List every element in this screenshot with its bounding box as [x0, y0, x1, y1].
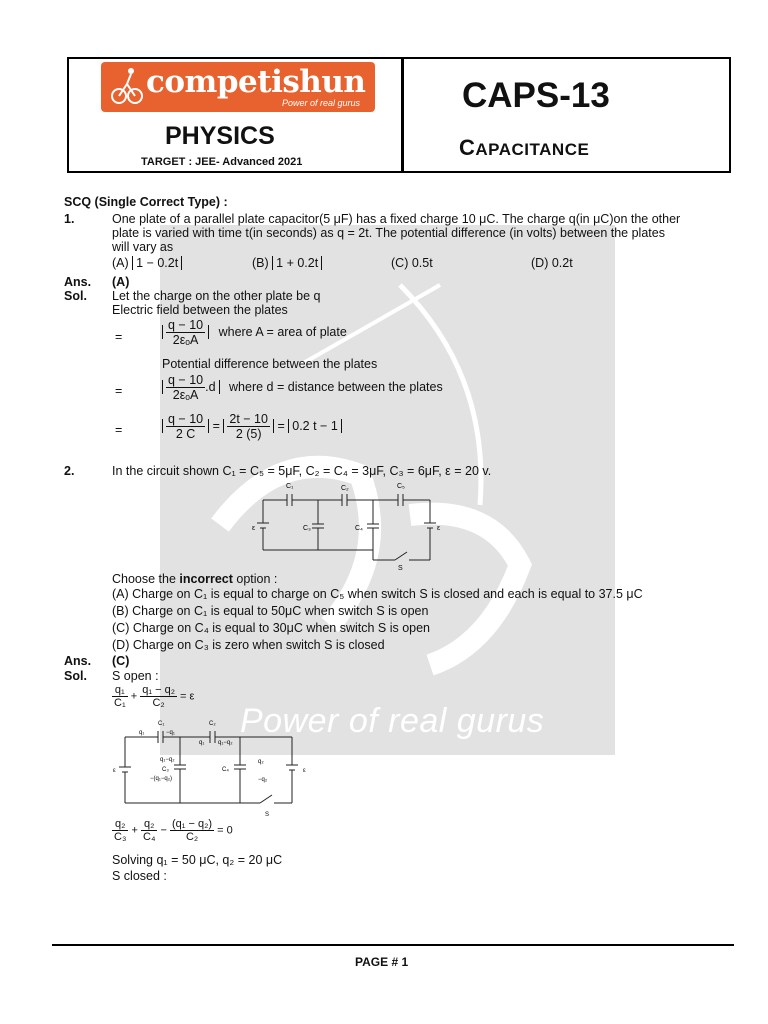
label-emf: ε — [437, 525, 441, 532]
q2-instruction: Choose the incorrect option : — [112, 572, 278, 586]
cyclist-logo-icon — [107, 64, 147, 110]
header-divider — [401, 57, 404, 173]
charge-label: q₁ — [139, 730, 145, 736]
charge-label: −(q₁−q₂) — [150, 776, 173, 782]
label-emf: ε — [113, 768, 116, 774]
label-emf: ε — [252, 525, 256, 532]
q2-option-a: (A) Charge on C₁ is equal to charge on C₅ when switch S is closed and each is equal to 37.5 μC — [112, 587, 643, 601]
q1-option-c: (C) 0.5t — [391, 256, 433, 270]
q2-option-d: (D) Charge on C₃ is zero when switch S is closed — [112, 638, 385, 652]
equals-sign: = — [115, 330, 123, 344]
q1-field-expression: $\frac{q - 10}{\text{2εₒA}}$ where A = area of plate — [162, 318, 347, 347]
label-emf: ε — [303, 768, 306, 774]
charge-label: q₁−q₂ — [160, 757, 175, 763]
q1-answer: (A) — [112, 275, 130, 289]
q1-sol-text: Electric field between the plates — [112, 303, 288, 317]
charge-label: q₂ — [258, 759, 264, 765]
q2-stem: In the circuit shown C₁ = C₅ = 5μF, C₂ = C₄ = 3μF, C₃ = 6μF, ε = 20 v. — [112, 464, 492, 478]
q2-equation-1: $\frac{\text{q₁}}{\text{C₁}}$ + $\frac{\text{q₁ − q₂}}{\text{C₂}}$ = ε — [114, 684, 195, 709]
page-number: PAGE # 1 — [355, 955, 409, 969]
subject-title: PHYSICS — [165, 122, 275, 150]
chapter-title: CAPACITANCE — [459, 135, 590, 160]
label-c1: C₁ — [286, 483, 294, 490]
label-c1: C₁ — [158, 721, 165, 727]
label-c5: C₅ — [397, 483, 405, 490]
q1-line: plate is varied with time t(in seconds) as q = 2t. The potential difference (in volts) between the plates — [112, 226, 665, 240]
label-c4: C₄ — [222, 767, 229, 773]
q2-option-c: (C) Charge on C₄ is equal to 30μC when switch S is open — [112, 621, 431, 635]
watermark-text: Power of real gurus — [240, 702, 545, 740]
equals-sign: = — [115, 423, 123, 437]
q2-number: 2. — [64, 464, 75, 478]
label-c3: C₃ — [303, 525, 311, 532]
q2-ans-label: Ans. — [64, 654, 92, 668]
q2-option-b: (B) Charge on C₁ is equal to 50μC when switch S is open — [112, 604, 429, 618]
q1-line: One plate of a parallel plate capacitor(5 μF) has a fixed charge 10 μC. The charge q(in μC)on the other — [112, 212, 681, 226]
q1-option-a: (A) 1 − 0.2t — [112, 256, 182, 270]
logo-tagline: Power of real gurus — [282, 98, 361, 108]
q2-sol-text: S closed : — [112, 869, 167, 883]
sheet-code: CAPS-13 — [462, 76, 610, 115]
q1-option-d: (D) 0.2t — [531, 256, 573, 270]
q1-sol-label: Sol. — [64, 289, 87, 303]
q1-line: will vary as — [112, 240, 174, 254]
q1-result-expression: $\frac{q - 10}{2 C}$ = $\frac{2t - 10}{2 (5)}$ = 0.2 t − 1 — [162, 412, 342, 441]
charge-label: −q₂ — [258, 777, 268, 783]
circuit-diagram-2 — [110, 715, 320, 820]
q2-sol-text: S open : — [112, 669, 159, 683]
label-c2: C₂ — [209, 721, 216, 727]
label-c4: C₄ — [355, 525, 363, 532]
q1-sol-text: Potential difference between the plates — [162, 357, 378, 371]
q1-potential-expression: $\frac{q - 10}{\text{2εₒA}}$ .d where d = distance between the plates — [162, 373, 443, 402]
label-c2: C₂ — [341, 485, 349, 492]
section-title: SCQ (Single Correct Type) : — [64, 195, 228, 209]
logo-text: competishun — [146, 64, 366, 100]
q2-sol-label: Sol. — [64, 669, 87, 683]
label-switch: S — [265, 812, 270, 818]
charge-label: −q₁ — [166, 730, 175, 736]
q2-sol-text: Solving q₁ = 50 μC, q₂ = 20 μC — [112, 853, 283, 867]
equals-sign: = — [115, 384, 123, 398]
q2-answer: (C) — [112, 654, 130, 668]
q2-equation-2: $\frac{\text{q₂}}{\text{C₃}}$ + $\frac{\text{q₂}}{\text{C₄}}$ − $\frac{\text{(q₁ − q₂)}}{\text{C₂}}$ = 0 — [114, 818, 233, 843]
target-label: TARGET : JEE- Advanced 2021 — [141, 156, 303, 168]
charge-label: q₁−q₂ — [218, 740, 233, 746]
q1-number: 1. — [64, 212, 75, 226]
q1-ans-label: Ans. — [64, 275, 92, 289]
footer-divider — [52, 944, 734, 946]
label-c3: C₃ — [162, 767, 169, 773]
charge-label: q₁ — [199, 740, 205, 746]
label-switch: S — [398, 565, 403, 572]
q1-sol-text: Let the charge on the other plate be q — [112, 289, 321, 303]
circuit-diagram-1 — [250, 478, 450, 573]
q1-option-b: (B) 1 + 0.2t — [252, 256, 322, 270]
